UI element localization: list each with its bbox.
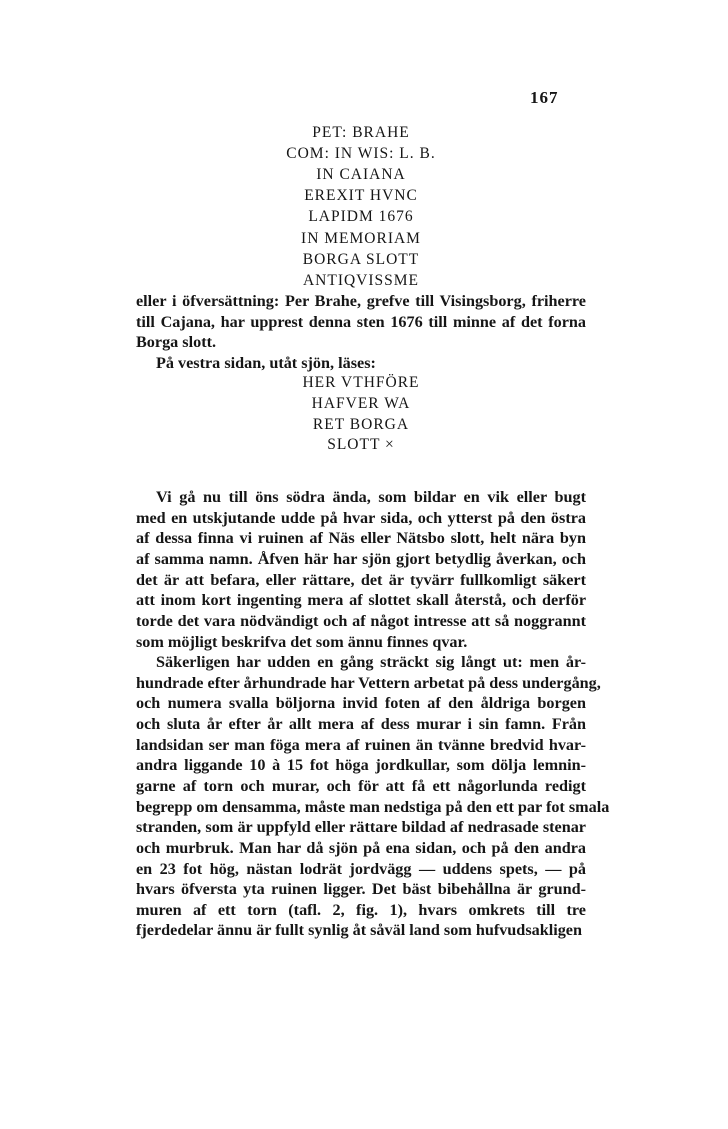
- paragraph-line: fjerdedelar ännu är fullt synlig åt såväl land som hufvudsakligen: [136, 921, 582, 940]
- paragraph-line: eller i öfversättning: Per Brahe, grefve till Visingsborg, friherre: [136, 292, 586, 310]
- inscription-line: IN CAIANA: [316, 166, 406, 184]
- inscription-line: IN MEMORIAM: [301, 229, 421, 247]
- paragraph-line: muren af ett torn (tafl. 2, fig. 1), hvars omkrets till tre: [136, 900, 586, 919]
- inscription-line: LAPIDM 1676: [308, 208, 414, 226]
- page-number: 167: [530, 88, 559, 107]
- paragraph-line: landsidan ser man föga mera af ruinen än tvänne bredvid hvar-: [136, 735, 586, 754]
- paragraph-line: med en utskjutande udde på hvar sida, och ytterst på den östra: [136, 508, 586, 527]
- paragraph-line: och sluta år efter år allt mera af dess murar i sin famn. Från: [136, 714, 586, 733]
- paragraph-line: torde det vara nödvändigt och af något intresse att så noggrannt: [136, 611, 586, 630]
- inscription-line: BORGA SLOTT: [302, 250, 420, 268]
- paragraph-line: På vestra sidan, utåt sjön, läses:: [156, 354, 376, 372]
- inscription-line: SLOTT ×: [327, 436, 395, 454]
- paragraph-line: af samma namn. Åfven här har sjön gjort betydlig åverkan, och: [136, 549, 586, 568]
- inscription-line: PET: BRAHE: [312, 124, 410, 141]
- paragraph-line: begrepp om densamma, måste man nedstiga på den ett par fot smala: [136, 797, 610, 816]
- inscription-line: RET BORGA: [312, 415, 410, 433]
- paragraph-line: andra liggande 10 à 15 fot höga jordkullar, som dölja lemnin-: [136, 756, 586, 775]
- paragraph-line: som möjligt beskrifva det som ännu finnes qvar.: [136, 632, 468, 651]
- paragraph-line: en 23 fot hög, nästan lodrät jordvägg — uddens spets, — på: [136, 859, 586, 878]
- paragraph-line: och murbruk. Man har då sjön på ena sidan, och på den andra: [136, 838, 586, 857]
- inscription-line: EREXIT HVNC: [304, 187, 418, 205]
- paragraph-line: garne af torn och murar, och för att få ett någorlunda redigt: [136, 776, 586, 795]
- paragraph-line: hundrade efter århundrade har Vettern arbetat på dess undergång,: [136, 673, 601, 692]
- paragraph-line: det är att befara, eller rättare, det är tyvärr fullkomligt säkert: [136, 570, 586, 589]
- paragraph-line: och numera svalla böljorna invid foten af den åldriga borgen: [136, 694, 586, 713]
- paragraph-line: af dessa finna vi ruinen af Näs eller Nätsbo slott, helt nära byn: [136, 529, 586, 548]
- paragraph-line: att inom kort ingenting mera af slottet skall återstå, och derför: [136, 591, 586, 610]
- inscription-line: HER VTHFÖRE: [302, 374, 420, 391]
- inscription-line: COM: IN WIS: L. B.: [286, 145, 436, 163]
- inscription-line: HAFVER WA: [311, 394, 411, 412]
- inscription-line: ANTIQVISSME: [302, 271, 420, 289]
- paragraph-line: hvars öfversta yta ruinen ligger. Det bäst bibehållna är grund-: [136, 880, 586, 899]
- paragraph-line: Säkerligen har udden en gång sträckt sig långt ut: men år-: [156, 653, 586, 671]
- paragraph-line: Vi gå nu till öns södra ända, som bildar en vik eller bugt: [156, 488, 586, 506]
- paragraph-line: till Cajana, har upprest denna sten 1676 till minne af det forna: [136, 312, 586, 331]
- paragraph-line: stranden, som är uppfyld eller rättare bildad af nedrasade stenar: [136, 818, 586, 837]
- paragraph-line: Borga slott.: [136, 333, 217, 352]
